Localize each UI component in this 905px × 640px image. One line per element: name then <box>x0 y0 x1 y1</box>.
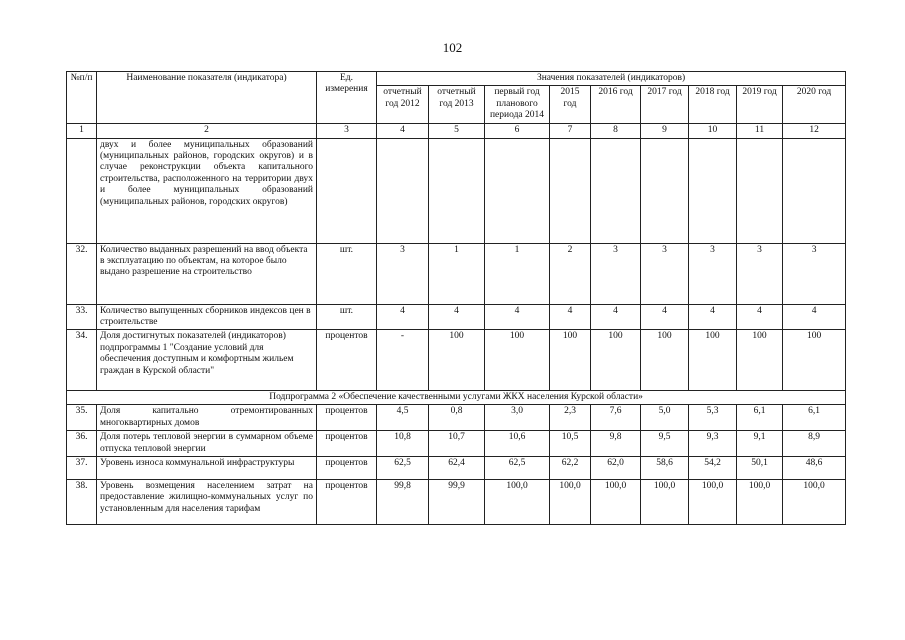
table-row <box>67 456 846 479</box>
indicators-table <box>66 71 846 525</box>
value-cell: 3 <box>783 243 846 304</box>
table-row <box>67 304 846 330</box>
column-number: 4 <box>377 123 429 138</box>
value-cell: 100,0 <box>737 479 783 524</box>
value-cell: 6,1 <box>737 405 783 431</box>
header-num: №п/п <box>67 72 97 124</box>
unit-cell: процентов <box>317 456 377 479</box>
unit-cell: процентов <box>317 431 377 457</box>
value-cell: 0,8 <box>429 405 485 431</box>
value-cell: 4 <box>485 304 550 330</box>
row-number: 35. <box>67 405 97 431</box>
value-cell: 1 <box>429 243 485 304</box>
value-cell: 99,8 <box>377 479 429 524</box>
indicator-name: Доля потерь тепловой энергии в суммарном объеме отпуска тепловой энергии <box>97 431 317 457</box>
header-row <box>67 72 846 86</box>
header-year: первый год планового периода 2014 <box>485 86 550 123</box>
indicator-name: Уровень возмещения населением затрат на предоставление жилищно-коммунальных услуг по установленным для населения тарифам <box>97 479 317 524</box>
indicator-name: Доля достигнутых показателей (индикаторов) подпрограммы 1 "Создание условий для обеспечения доступным и комфортным жильем граждан в Курской области" <box>97 330 317 391</box>
value-cell: - <box>377 330 429 391</box>
value-cell: 4,5 <box>377 405 429 431</box>
column-number: 8 <box>591 123 641 138</box>
value-cell: 100,0 <box>783 479 846 524</box>
value-cell: 100 <box>485 330 550 391</box>
value-cell: 100 <box>737 330 783 391</box>
column-number: 6 <box>485 123 550 138</box>
value-cell: 48,6 <box>783 456 846 479</box>
row-number: 37. <box>67 456 97 479</box>
value-cell: 4 <box>591 304 641 330</box>
row-number: 36. <box>67 431 97 457</box>
unit-cell: процентов <box>317 330 377 391</box>
column-numbers-row <box>67 123 846 138</box>
value-cell: 4 <box>783 304 846 330</box>
header-year: 2015 год <box>550 86 591 123</box>
value-cell: 100,0 <box>689 479 737 524</box>
subprogram-row <box>67 391 846 405</box>
indicator-name: Количество выпущенных сборников индексов цен в строительстве <box>97 304 317 330</box>
value-cell: 5,0 <box>641 405 689 431</box>
value-cell: 9,5 <box>641 431 689 457</box>
column-number: 3 <box>317 123 377 138</box>
value-cell: 4 <box>550 304 591 330</box>
value-cell: 4 <box>377 304 429 330</box>
row-number: 33. <box>67 304 97 330</box>
value-cell: 62,5 <box>485 456 550 479</box>
value-cell: 10,8 <box>377 431 429 457</box>
value-cell: 3 <box>689 243 737 304</box>
header-year: отчетный год 2012 <box>377 86 429 123</box>
column-number: 10 <box>689 123 737 138</box>
indicator-name: Количество выданных разрешений на ввод объекта в эксплуатацию по объектам, на которое было выдано разрешение на строительство <box>97 243 317 304</box>
value-cell: 100,0 <box>591 479 641 524</box>
value-cell: 10,7 <box>429 431 485 457</box>
value-cell: 100 <box>550 330 591 391</box>
value-cell: 6,1 <box>783 405 846 431</box>
value-cell: 50,1 <box>737 456 783 479</box>
value-cell: 9,3 <box>689 431 737 457</box>
value-cell: 10,6 <box>485 431 550 457</box>
value-cell: 3 <box>591 243 641 304</box>
value-cell: 62,5 <box>377 456 429 479</box>
indicator-name: Доля капитально отремонтированных многоквартирных домов <box>97 405 317 431</box>
subprogram-title: Подпрограмма 2 «Обеспечение качественными услугами ЖКХ населения Курской области» <box>67 391 846 405</box>
value-cell: 54,2 <box>689 456 737 479</box>
unit-cell: процентов <box>317 479 377 524</box>
header-year: 2020 год <box>783 86 846 123</box>
value-cell: 9,8 <box>591 431 641 457</box>
value-cell: 4 <box>429 304 485 330</box>
value-cell: 62,4 <box>429 456 485 479</box>
indicator-name: Уровень износа коммунальной инфраструктуры <box>97 456 317 479</box>
value-cell: 100,0 <box>485 479 550 524</box>
value-cell: 2,3 <box>550 405 591 431</box>
row-number: 34. <box>67 330 97 391</box>
continuation-row <box>67 138 846 243</box>
value-cell: 100,0 <box>641 479 689 524</box>
row-number: 32. <box>67 243 97 304</box>
column-number: 9 <box>641 123 689 138</box>
value-cell: 99,9 <box>429 479 485 524</box>
value-cell: 100 <box>783 330 846 391</box>
value-cell: 100 <box>429 330 485 391</box>
unit-cell: шт. <box>317 243 377 304</box>
value-cell: 3,0 <box>485 405 550 431</box>
column-number: 12 <box>783 123 846 138</box>
value-cell: 4 <box>737 304 783 330</box>
value-cell: 4 <box>689 304 737 330</box>
table-row <box>67 405 846 431</box>
header-year: 2018 год <box>689 86 737 123</box>
header-values-title: Значения показателей (индикаторов) <box>377 72 846 86</box>
value-cell: 8,9 <box>783 431 846 457</box>
unit-cell: процентов <box>317 405 377 431</box>
value-cell: 100 <box>641 330 689 391</box>
value-cell: 1 <box>485 243 550 304</box>
table-row <box>67 479 846 524</box>
value-cell: 3 <box>737 243 783 304</box>
table-row <box>67 330 846 391</box>
header-year: отчетный год 2013 <box>429 86 485 123</box>
continuation-text: двух и более муниципальных образований (муниципальных районов, городских округов) и в случае реконструкции объекта капитального строительства, расположенного на территории двух и более муниципальных образований (муниципальных районов, городских округов) <box>97 138 317 243</box>
page-number: 102 <box>442 40 463 55</box>
value-cell: 100,0 <box>550 479 591 524</box>
header-year: 2016 год <box>591 86 641 123</box>
value-cell: 9,1 <box>737 431 783 457</box>
header-unit: Ед. измерения <box>317 72 377 124</box>
value-cell: 5,3 <box>689 405 737 431</box>
value-cell: 4 <box>641 304 689 330</box>
table-row <box>67 243 846 304</box>
value-cell: 3 <box>641 243 689 304</box>
value-cell: 7,6 <box>591 405 641 431</box>
value-cell: 100 <box>591 330 641 391</box>
value-cell: 58,6 <box>641 456 689 479</box>
column-number: 11 <box>737 123 783 138</box>
value-cell: 3 <box>377 243 429 304</box>
value-cell: 62,0 <box>591 456 641 479</box>
unit-cell: шт. <box>317 304 377 330</box>
column-number: 5 <box>429 123 485 138</box>
value-cell: 100 <box>689 330 737 391</box>
column-number: 7 <box>550 123 591 138</box>
header-year: 2019 год <box>737 86 783 123</box>
header-name: Наименование показателя (индикатора) <box>97 72 317 124</box>
column-number: 2 <box>97 123 317 138</box>
value-cell: 62,2 <box>550 456 591 479</box>
header-year: 2017 год <box>641 86 689 123</box>
column-number: 1 <box>67 123 97 138</box>
table-row <box>67 431 846 457</box>
value-cell: 2 <box>550 243 591 304</box>
value-cell: 10,5 <box>550 431 591 457</box>
row-number: 38. <box>67 479 97 524</box>
